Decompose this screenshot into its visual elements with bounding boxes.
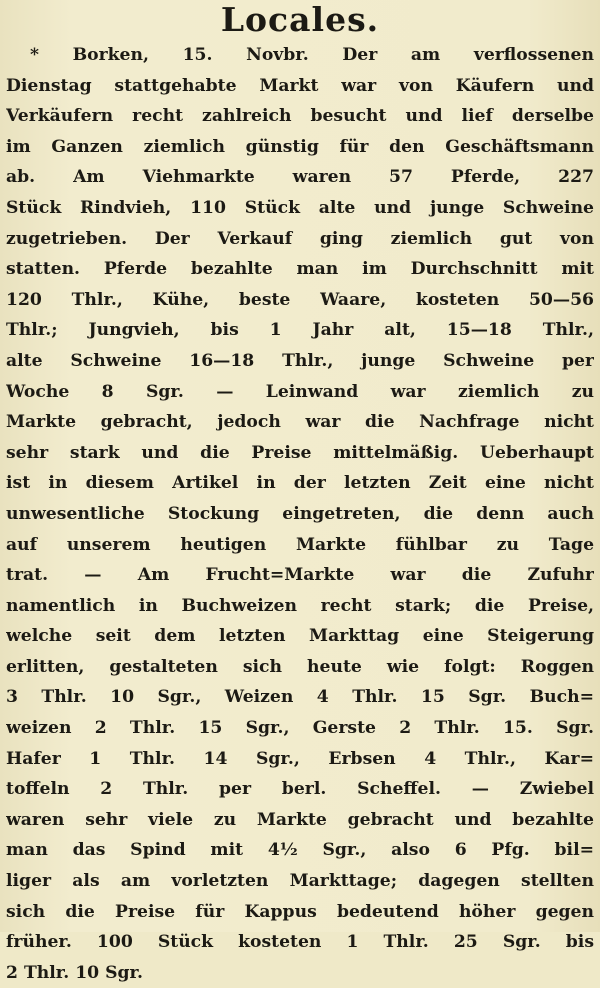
article-line: 120 Thlr., Kühe, beste Waare, kosteten 50—56 — [6, 289, 594, 310]
article-line: ab. Am Viehmarkte waren 57 Pferde, 227 — [6, 167, 594, 188]
article-line: Woche 8 Sgr. — Leinwand war ziemlich zu — [6, 381, 594, 402]
article-line: waren sehr viele zu Markte gebracht und bezahlte — [6, 809, 594, 830]
article-line: statten. Pferde bezahlte man im Durchschnitt mit — [6, 259, 594, 280]
article-line: 2 Thlr. 10 Sgr. — [6, 962, 143, 983]
article-line: welche seit dem letzten Markttag eine Steigerung — [6, 626, 594, 647]
article-line: liger als am vorletzten Markttage; dagegen stellten — [6, 871, 594, 892]
article-line: toffeln 2 Thlr. per berl. Scheffel. — Zwiebel — [6, 779, 594, 800]
article-line: namentlich in Buchweizen recht stark; die Preise, — [6, 595, 594, 616]
article-line: ist in diesem Artikel in der letzten Zeit eine nicht — [6, 473, 594, 494]
article-line: Hafer 1 Thlr. 14 Sgr., Erbsen 4 Thlr., Kar= — [6, 748, 594, 769]
article-line: trat. — Am Frucht=Markte war die Zufuhr — [6, 565, 594, 586]
article-line: erlitten, gestalteten sich heute wie folgt: Roggen — [6, 656, 594, 677]
article-line: sehr stark und die Preise mittelmäßig. Ueberhaupt — [6, 442, 594, 463]
article-line: man das Spind mit 4½ Sgr., also 6 Pfg. bil= — [6, 840, 594, 861]
article-body — [6, 40, 594, 988]
article-line: Stück Rindvieh, 110 Stück alte und junge Schweine — [6, 197, 594, 218]
article-line: weizen 2 Thlr. 15 Sgr., Gerste 2 Thlr. 15. Sgr. — [6, 718, 594, 739]
article-line: zugetrieben. Der Verkauf ging ziemlich gut von — [6, 228, 594, 249]
article-line: früher. 100 Stück kosteten 1 Thlr. 25 Sgr. bis — [6, 932, 594, 953]
article-line: im Ganzen ziemlich günstig für den Geschäftsmann — [6, 136, 594, 157]
article-line: Dienstag stattgehabte Markt war von Käufern und — [6, 75, 594, 96]
article-line: alte Schweine 16—18 Thlr., junge Schweine per — [6, 350, 594, 371]
article-line: Thlr.; Jungvieh, bis 1 Jahr alt, 15—18 Thlr., — [6, 320, 594, 341]
article-line: unwesentliche Stockung eingetreten, die denn auch — [6, 503, 594, 524]
article-line: * Borken, 15. Novbr. Der am verflossenen — [30, 45, 594, 65]
section-heading: Locales. — [220, 0, 380, 39]
article-line: 3 Thlr. 10 Sgr., Weizen 4 Thlr. 15 Sgr. Buch= — [6, 687, 594, 708]
article-line: sich die Preise für Kappus bedeutend höher gegen — [6, 901, 594, 922]
article-line: Markte gebracht, jedoch war die Nachfrage nicht — [6, 412, 594, 433]
article-line: Verkäufern recht zahlreich besucht und lief derselbe — [6, 106, 594, 127]
article-line: auf unserem heutigen Markte fühlbar zu Tage — [6, 534, 594, 555]
